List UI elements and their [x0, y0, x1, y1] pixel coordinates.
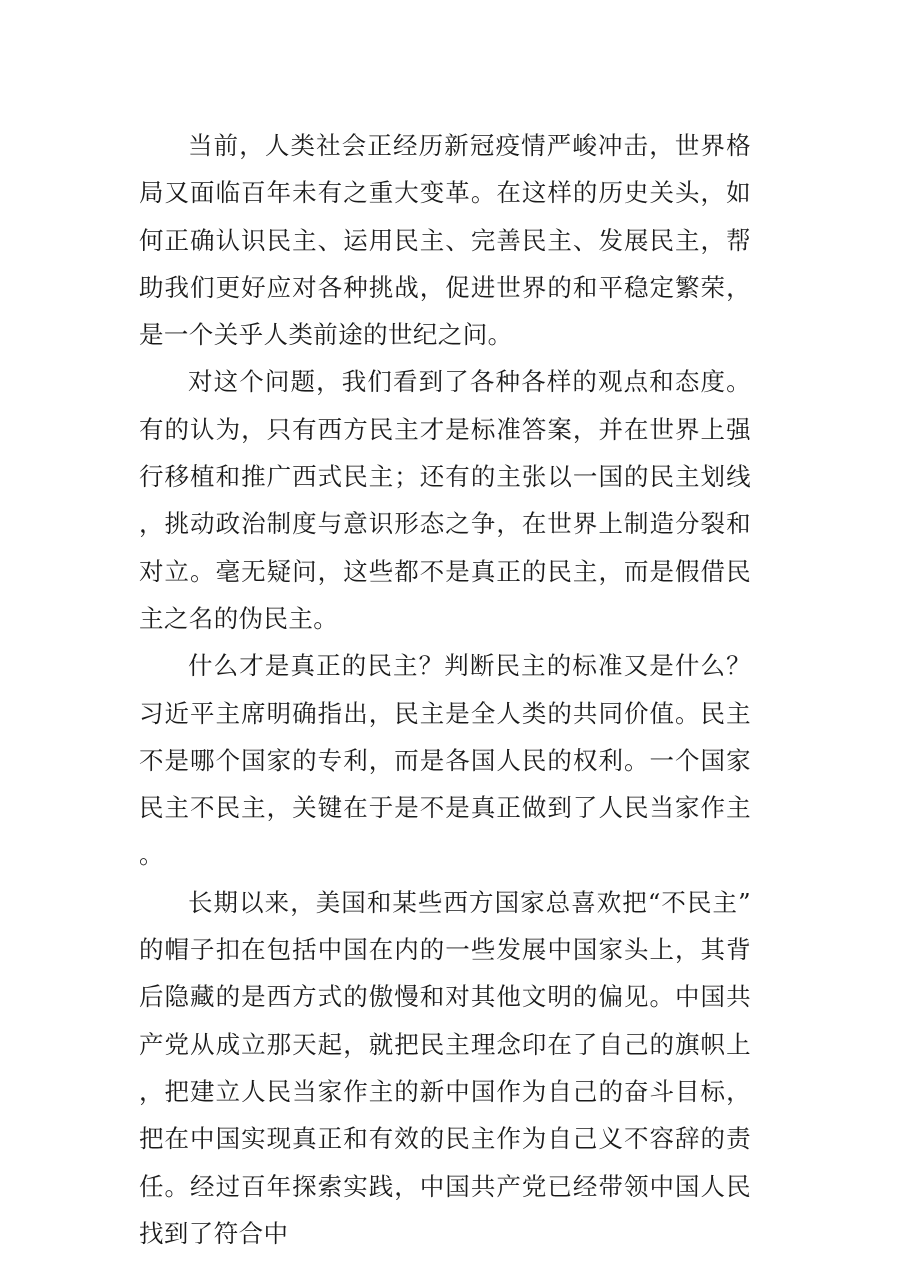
- paragraph-4: 长期以来，美国和某些西方国家总喜欢把“不民主”的帽子扣在包括中国在内的一些发展中国家头上，其背后隐藏的是西方式的傲慢和对其他文明的偏见。中国共产党从成立那天起，就把民主理念印在了自己的旗帜上，把建立人民当家作主的新中国作为自己的奋斗目标，把在中国实现真正和有效的民主作为自己义不容辞的责任。经过百年探索实践，中国共产党已经带领中国人民找到了符合中: [139, 887, 751, 1248]
- paragraph-2: 对这个问题，我们看到了各种各样的观点和态度。有的认为，只有西方民主才是标准答案，并在世界上强行移植和推广西式民主；还有的主张以一国的民主划线，挑动政治制度与意识形态之争，在世界上制造分裂和对立。毫无疑问，这些都不是真正的民主，而是假借民主之名的伪民主。: [139, 367, 751, 633]
- paragraph-3: 什么才是真正的民主？判断民主的标准又是什么？习近平主席明确指出，民主是全人类的共同价值。民主不是哪个国家的专利，而是各国人民的权利。一个国家民主不民主，关键在于是不是真正做到了人民当家作主。: [139, 651, 751, 870]
- document-body: [139, 122, 751, 1257]
- paragraph-1: 当前，人类社会正经历新冠疫情严峻冲击，世界格局又面临百年未有之重大变革。在这样的历史关头，如何正确认识民主、运用民主、完善民主、发展民主，帮助我们更好应对各种挑战，促进世界的和平稳定繁荣，是一个关乎人类前途的世纪之问。: [139, 131, 751, 350]
